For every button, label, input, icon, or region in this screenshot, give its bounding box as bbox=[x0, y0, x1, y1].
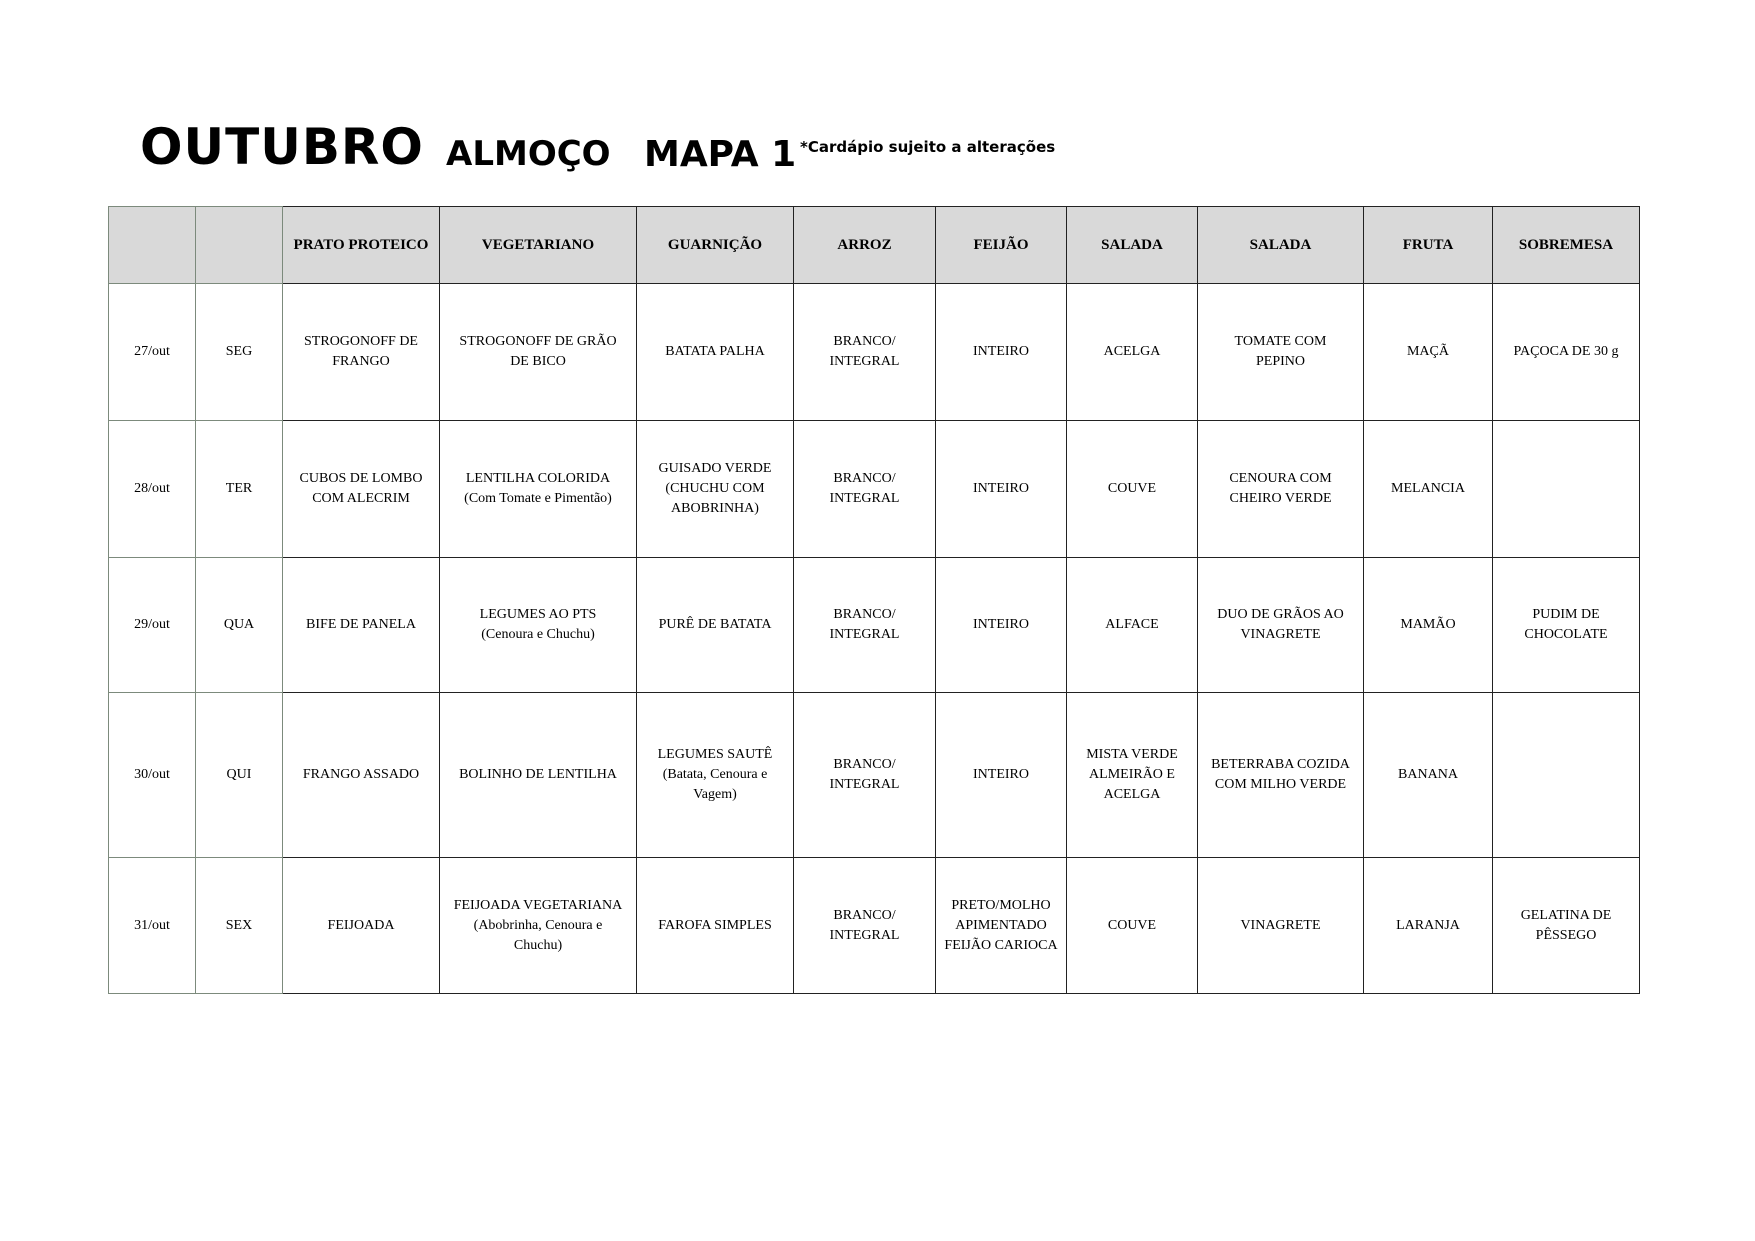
cell-line: CENOURA COM bbox=[1229, 471, 1332, 486]
cell-line: (Abobrinha, Cenoura e bbox=[473, 917, 603, 933]
cell-line: BRANCO/ bbox=[833, 607, 896, 622]
cell-line: PEPINO bbox=[1255, 354, 1305, 369]
cell-line: (CHUCHU COM bbox=[665, 481, 765, 496]
cell-line: TOMATE COM bbox=[1234, 334, 1327, 349]
cell-prato-proteico bbox=[283, 693, 440, 858]
cell-line: GUISADO VERDE bbox=[658, 461, 772, 476]
cell-date: 28/out bbox=[109, 421, 196, 558]
cell-vegetariano bbox=[440, 858, 637, 994]
cell-salada-1 bbox=[1067, 421, 1198, 558]
cell-line: LENTILHA COLORIDA bbox=[465, 471, 611, 486]
cell-line: COM ALECRIM bbox=[312, 491, 410, 506]
cell-line: PÊSSEGO bbox=[1535, 927, 1597, 943]
cell-line: PAÇOCA DE 30 g bbox=[1513, 344, 1619, 359]
cell-salada-2 bbox=[1198, 858, 1364, 994]
cell-sobremesa bbox=[1493, 858, 1640, 994]
cell-line: INTEIRO bbox=[973, 767, 1029, 782]
cell-arroz bbox=[794, 421, 936, 558]
cell-guarnicao bbox=[637, 858, 794, 994]
cell-prato-proteico bbox=[283, 558, 440, 693]
cell-line: INTEGRAL bbox=[829, 354, 900, 369]
header-arroz: ARROZ bbox=[794, 207, 936, 284]
cell-arroz bbox=[794, 693, 936, 858]
cell-line: FEIJOADA bbox=[327, 917, 395, 933]
cell-line: VINAGRETE bbox=[1240, 917, 1321, 933]
menu-disclaimer: *Cardápio sujeito a alterações bbox=[800, 138, 1056, 156]
cell-vegetariano bbox=[440, 693, 637, 858]
table-row bbox=[109, 693, 1640, 858]
cell-line: APIMENTADO bbox=[955, 917, 1047, 933]
cell-salada-1 bbox=[1067, 558, 1198, 693]
cell-line: PUDIM DE bbox=[1532, 607, 1600, 622]
cell-guarnicao bbox=[637, 421, 794, 558]
cell-line: BRANCO/ bbox=[833, 907, 896, 923]
cell-line: Vagem) bbox=[693, 787, 737, 802]
cell-line: BETERRABA COZIDA bbox=[1211, 757, 1350, 772]
cell-day: QUI bbox=[196, 693, 283, 858]
cell-vegetariano bbox=[440, 421, 637, 558]
cell-line: ACELGA bbox=[1103, 344, 1161, 359]
cell-line: (Batata, Cenoura e bbox=[662, 767, 768, 782]
cell-line: INTEGRAL bbox=[829, 491, 900, 506]
table-row bbox=[109, 421, 1640, 558]
header-row bbox=[109, 207, 1640, 284]
cell-date: 29/out bbox=[109, 558, 196, 693]
cell-line: LEGUMES SAUTÊ bbox=[657, 747, 773, 762]
cell-line: CHOCOLATE bbox=[1524, 627, 1608, 642]
cell-line: INTEGRAL bbox=[829, 927, 900, 943]
cell-line: MELANCIA bbox=[1391, 481, 1465, 496]
cell-prato-proteico bbox=[283, 284, 440, 421]
cell-line: MAMÃO bbox=[1400, 617, 1456, 632]
table-row bbox=[109, 858, 1640, 994]
cell-line: LEGUMES AO PTS bbox=[479, 607, 597, 622]
cell-line: FRANGO ASSADO bbox=[302, 767, 420, 782]
cell-salada-1 bbox=[1067, 693, 1198, 858]
cell-line: ALFACE bbox=[1105, 617, 1159, 632]
header-feijao: FEIJÃO bbox=[936, 207, 1067, 284]
cell-line: STROGONOFF DE bbox=[304, 334, 418, 349]
cell-line: COUVE bbox=[1107, 917, 1157, 933]
cell-line: BRANCO/ bbox=[833, 471, 896, 486]
header-salada-2: SALADA bbox=[1198, 207, 1364, 284]
cell-line: MISTA VERDE bbox=[1086, 747, 1178, 762]
cell-guarnicao bbox=[637, 693, 794, 858]
cell-line: ALMEIRÃO E bbox=[1089, 767, 1175, 782]
header-fruta: FRUTA bbox=[1364, 207, 1493, 284]
cell-date: 31/out bbox=[109, 858, 196, 994]
cell-salada-2 bbox=[1198, 558, 1364, 693]
cell-sobremesa bbox=[1493, 693, 1640, 858]
cell-arroz bbox=[794, 284, 936, 421]
cell-fruta bbox=[1364, 421, 1493, 558]
cell-arroz bbox=[794, 558, 936, 693]
cell-line: PRETO/MOLHO bbox=[951, 897, 1051, 913]
cell-line: INTEIRO bbox=[973, 481, 1029, 496]
cell-line: INTEGRAL bbox=[829, 777, 900, 792]
header-prato-proteico: PRATO PROTEICO bbox=[283, 207, 440, 284]
cell-line: BOLINHO DE LENTILHA bbox=[459, 767, 617, 782]
header-date bbox=[109, 207, 196, 284]
cell-prato-proteico bbox=[283, 858, 440, 994]
cell-line: ACELGA bbox=[1103, 787, 1161, 802]
cell-day: TER bbox=[196, 421, 283, 558]
cell-line: BIFE DE PANELA bbox=[306, 617, 416, 632]
cell-sobremesa bbox=[1493, 558, 1640, 693]
cell-line: BANANA bbox=[1398, 767, 1458, 782]
cell-salada-2 bbox=[1198, 284, 1364, 421]
cell-line: COM MILHO VERDE bbox=[1214, 777, 1347, 792]
cell-line: BATATA PALHA bbox=[665, 344, 765, 359]
cell-feijao bbox=[936, 858, 1067, 994]
cell-prato-proteico bbox=[283, 421, 440, 558]
cell-line: CHEIRO VERDE bbox=[1229, 491, 1332, 506]
cell-line: FRANGO bbox=[332, 354, 390, 369]
cell-salada-1 bbox=[1067, 284, 1198, 421]
cell-line: ABOBRINHA) bbox=[671, 501, 759, 516]
cell-line: BRANCO/ bbox=[833, 334, 896, 349]
cell-day: SEX bbox=[196, 858, 283, 994]
cell-day: SEG bbox=[196, 284, 283, 421]
cell-line: (Com Tomate e Pimentão) bbox=[464, 491, 612, 506]
table-row bbox=[109, 284, 1640, 421]
cell-line: DE BICO bbox=[510, 354, 566, 369]
cell-line: INTEIRO bbox=[973, 617, 1029, 632]
cell-sobremesa bbox=[1493, 284, 1640, 421]
cell-arroz bbox=[794, 858, 936, 994]
cell-line: INTEGRAL bbox=[829, 627, 900, 642]
cell-line: PURÊ DE BATATA bbox=[658, 617, 772, 632]
cell-fruta bbox=[1364, 858, 1493, 994]
cell-sobremesa bbox=[1493, 421, 1640, 558]
cell-guarnicao bbox=[637, 558, 794, 693]
menu-table bbox=[108, 206, 1640, 994]
map-title: MAPA 1 bbox=[644, 134, 797, 175]
cell-line: CUBOS DE LOMBO bbox=[299, 471, 423, 486]
cell-fruta bbox=[1364, 558, 1493, 693]
cell-line: FEIJOADA VEGETARIANA bbox=[453, 897, 623, 913]
cell-line: GELATINA DE bbox=[1520, 907, 1612, 923]
cell-salada-1 bbox=[1067, 858, 1198, 994]
header-vegetariano: VEGETARIANO bbox=[440, 207, 637, 284]
header-sobremesa: SOBREMESA bbox=[1493, 207, 1640, 284]
menu-body bbox=[109, 284, 1640, 994]
header-day bbox=[196, 207, 283, 284]
cell-salada-2 bbox=[1198, 421, 1364, 558]
cell-line: MAÇÃ bbox=[1406, 344, 1449, 359]
cell-feijao bbox=[936, 421, 1067, 558]
cell-line: BRANCO/ bbox=[833, 757, 896, 772]
cell-line: VINAGRETE bbox=[1240, 627, 1321, 642]
cell-salada-2 bbox=[1198, 693, 1364, 858]
cell-line: COUVE bbox=[1107, 481, 1157, 496]
meal-title: ALMOÇO bbox=[446, 134, 611, 174]
cell-feijao bbox=[936, 284, 1067, 421]
cell-vegetariano bbox=[440, 284, 637, 421]
cell-guarnicao bbox=[637, 284, 794, 421]
cell-fruta bbox=[1364, 693, 1493, 858]
cell-fruta bbox=[1364, 284, 1493, 421]
cell-line: LARANJA bbox=[1396, 917, 1460, 933]
table-row bbox=[109, 558, 1640, 693]
cell-line: Chuchu) bbox=[513, 937, 563, 953]
cell-day: QUA bbox=[196, 558, 283, 693]
cell-line: STROGONOFF DE GRÃO bbox=[459, 334, 617, 349]
cell-line: DUO DE GRÃOS AO bbox=[1217, 607, 1344, 622]
cell-date: 27/out bbox=[109, 284, 196, 421]
cell-line: FEIJÃO CARIOCA bbox=[944, 937, 1058, 953]
header-salada-1: SALADA bbox=[1067, 207, 1198, 284]
month-title: OUTUBRO bbox=[140, 118, 424, 176]
header-guarnicao: GUARNIÇÃO bbox=[637, 207, 794, 284]
cell-line: INTEIRO bbox=[973, 344, 1029, 359]
cell-feijao bbox=[936, 558, 1067, 693]
cell-feijao bbox=[936, 693, 1067, 858]
cell-line: FAROFA SIMPLES bbox=[658, 917, 772, 933]
cell-vegetariano bbox=[440, 558, 637, 693]
cell-line: (Cenoura e Chuchu) bbox=[481, 627, 595, 642]
cell-date: 30/out bbox=[109, 693, 196, 858]
